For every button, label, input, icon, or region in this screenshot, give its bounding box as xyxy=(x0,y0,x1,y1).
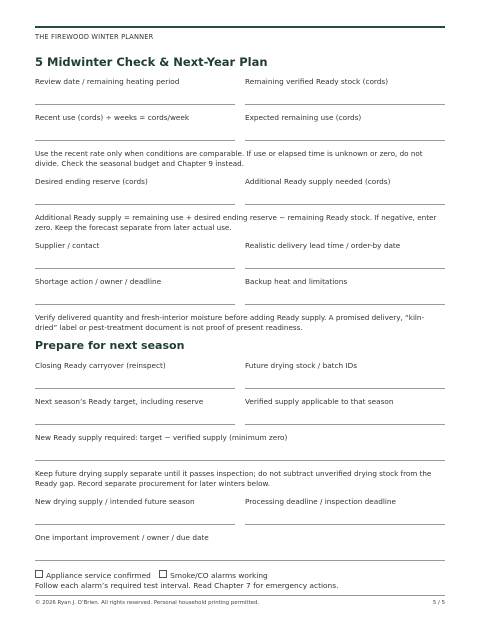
review-date-input[interactable] xyxy=(35,90,235,105)
running-title: THE FIREWOOD WINTER PLANNER xyxy=(35,33,154,41)
lead-time-input[interactable] xyxy=(245,254,445,269)
verified-supply-input[interactable] xyxy=(245,410,445,425)
next-target-field xyxy=(35,397,235,425)
review-date-field xyxy=(35,77,235,105)
field-row xyxy=(35,277,445,305)
footer-rule xyxy=(35,595,445,596)
processing-deadline-field xyxy=(245,497,445,525)
field-row xyxy=(35,241,445,269)
field-label: Backup heat and limitations xyxy=(245,277,348,286)
supplier-field xyxy=(35,241,235,269)
checkbox-label: Appliance service confirmed xyxy=(46,570,151,580)
new-required-input[interactable] xyxy=(35,446,445,461)
recent-use-field xyxy=(35,113,235,141)
processing-deadline-input[interactable] xyxy=(245,510,445,525)
field-label: New Ready supply required: target − verified supply (minimum zero) xyxy=(35,433,288,442)
field-row xyxy=(35,177,445,205)
checkbox[interactable] xyxy=(159,570,167,578)
field-label: Additional Ready supply needed (cords) xyxy=(245,177,391,186)
supplier-input[interactable] xyxy=(35,254,235,269)
shortage-action-field xyxy=(35,277,235,305)
verified-supply-field xyxy=(245,397,445,425)
field-label: Shortage action / owner / deadline xyxy=(35,277,162,286)
field-row xyxy=(35,397,445,425)
backup-heat-field xyxy=(245,277,445,305)
safety-checklist xyxy=(35,570,445,591)
copyright-notice: © 2026 Ryan J. O’Brien. All rights reserved. Personal household printing permitted. xyxy=(35,600,260,606)
improvement-field xyxy=(35,533,445,561)
field-label: Future drying stock / batch IDs xyxy=(245,361,358,370)
page-number: 5 / 5 xyxy=(432,600,445,606)
expected-use-field xyxy=(245,113,445,141)
field-label: Processing deadline / inspection deadline xyxy=(245,497,397,506)
carryover-field xyxy=(35,361,235,389)
section-title-next-season: Prepare for next season xyxy=(35,339,185,352)
field-label: Realistic delivery lead time / order-by date xyxy=(245,241,401,250)
ready-stock-input[interactable] xyxy=(245,90,445,105)
field-row xyxy=(35,361,445,389)
formula-note: Additional Ready supply = remaining use + desired ending reserve − remaining Ready stock. If negative, enter zero. Keep the forecast separate from later actual use. xyxy=(35,213,437,232)
improvement-input[interactable] xyxy=(35,546,445,561)
header-rule xyxy=(35,26,445,28)
lead-time-field xyxy=(245,241,445,269)
ready-stock-field xyxy=(245,77,445,105)
appliance-check[interactable] xyxy=(35,571,151,580)
field-label: Desired ending reserve (cords) xyxy=(35,177,148,186)
field-label: Closing Ready carryover (reinspect) xyxy=(35,361,166,370)
section-title-midwinter: 5 Midwinter Check & Next-Year Plan xyxy=(35,55,268,69)
field-row xyxy=(35,497,445,525)
field-label: Verified supply applicable to that season xyxy=(245,397,394,406)
additional-needed-field xyxy=(245,177,445,205)
recent-use-input[interactable] xyxy=(35,126,235,141)
next-target-input[interactable] xyxy=(35,410,235,425)
new-required-field xyxy=(35,433,445,461)
future-stock-input[interactable] xyxy=(245,374,445,389)
field-row xyxy=(35,113,445,141)
verify-note: Verify delivered quantity and fresh-interior moisture before adding Ready supply. A promised delivery, “kiln-dried” label or pest-treatment document is not proof of present readiness. xyxy=(35,313,425,332)
field-label: New drying supply / intended future season xyxy=(35,497,195,506)
page-content xyxy=(35,55,445,591)
field-label: One important improvement / owner / due date xyxy=(35,533,209,542)
future-stock-field xyxy=(245,361,445,389)
additional-needed-input[interactable] xyxy=(245,190,445,205)
alarms-check[interactable] xyxy=(159,571,268,580)
desired-reserve-field xyxy=(35,177,235,205)
field-label: Next season’s Ready target, including reserve xyxy=(35,397,204,406)
backup-heat-input[interactable] xyxy=(245,290,445,305)
checklist-row xyxy=(35,570,445,581)
field-row xyxy=(35,77,445,105)
field-label: Review date / remaining heating period xyxy=(35,77,180,86)
field-label: Remaining verified Ready stock (cords) xyxy=(245,77,389,86)
checkbox[interactable] xyxy=(35,570,43,578)
field-label: Expected remaining use (cords) xyxy=(245,113,362,122)
rate-note: Use the recent rate only when conditions are comparable. If use or elapsed time is unknown or zero, do not divide. Check the seasonal budget and Chapter 9 instead. xyxy=(35,149,423,168)
field-label: Supplier / contact xyxy=(35,241,100,250)
desired-reserve-input[interactable] xyxy=(35,190,235,205)
alarm-note: Follow each alarm’s required test interval. Read Chapter 7 for emergency actions. xyxy=(35,580,339,590)
drying-note: Keep future drying supply separate until it passes inspection; do not subtract unverified drying stock from the Ready gap. Record separate procurement for later winters below. xyxy=(35,469,432,488)
expected-use-input[interactable] xyxy=(245,126,445,141)
checkbox-label: Smoke/CO alarms working xyxy=(170,570,268,580)
new-drying-input[interactable] xyxy=(35,510,235,525)
new-drying-field xyxy=(35,497,235,525)
carryover-input[interactable] xyxy=(35,374,235,389)
shortage-action-input[interactable] xyxy=(35,290,235,305)
field-label: Recent use (cords) ÷ weeks = cords/week xyxy=(35,113,190,122)
